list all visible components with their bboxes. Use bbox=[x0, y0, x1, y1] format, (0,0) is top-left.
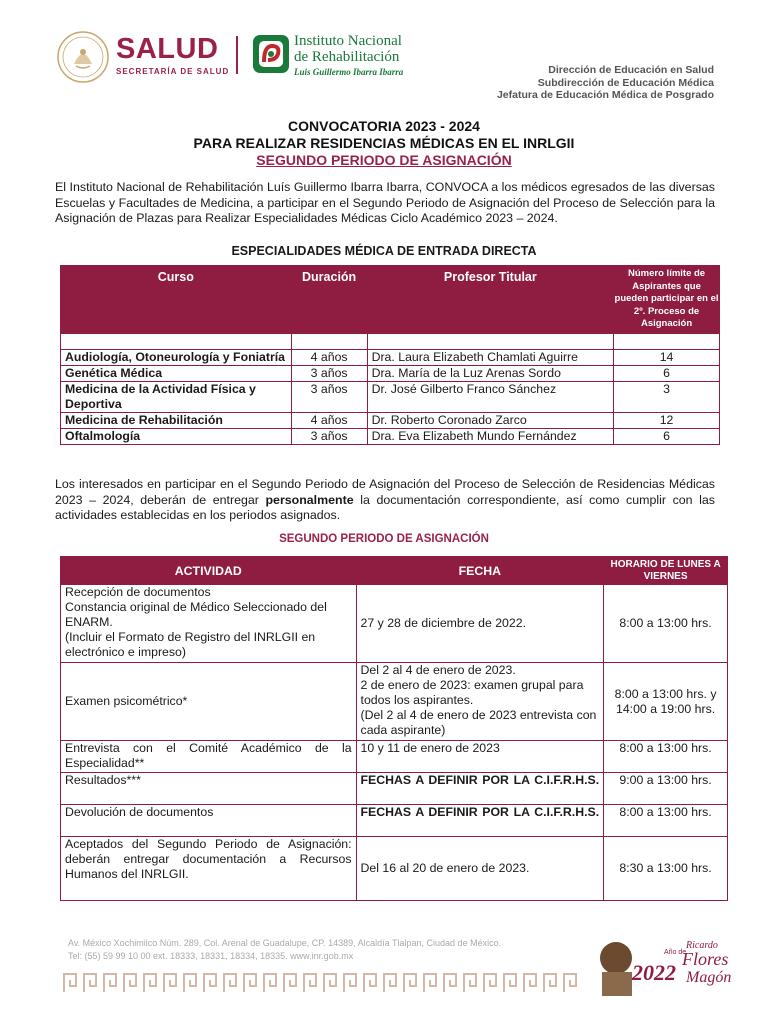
limit-cell: 3 bbox=[614, 382, 720, 413]
limit-cell: 14 bbox=[614, 350, 720, 366]
activity-cell: Aceptados del Segundo Periodo de Asignación: deberán entregar documentación a Recursos Humanos del INRLGII. bbox=[61, 837, 357, 901]
table-row bbox=[61, 805, 728, 837]
col-header-fecha: FECHA bbox=[356, 557, 604, 585]
col-header-limite: Número límite de Aspirantes que pueden participar en el 2º. Proceso de Asignación bbox=[614, 266, 720, 334]
professor-cell: Dra. María de la Luz Arenas Sordo bbox=[367, 366, 614, 382]
dept-line-3: Jefatura de Educación Médica de Posgrado bbox=[496, 89, 714, 101]
activity-cell: Devolución de documentos bbox=[61, 805, 357, 837]
date-cell: FECHAS A DEFINIR POR LA C.I.F.R.H.S. bbox=[356, 773, 604, 805]
course-cell: Medicina de Rehabilitación bbox=[61, 413, 292, 429]
inr-line-3: Luis Guillermo Ibarra Ibarra bbox=[294, 67, 404, 77]
assignment-heading: SEGUNDO PERIODO DE ASIGNACIÓN bbox=[279, 533, 489, 545]
badge-year: 2022 bbox=[632, 960, 676, 985]
date-cell: FECHAS A DEFINIR POR LA C.I.F.R.H.S. bbox=[356, 805, 604, 837]
professor-cell: Dra. Eva Elizabeth Mundo Fernández bbox=[367, 429, 614, 445]
dept-line-1: Dirección de Educación en Salud bbox=[548, 64, 714, 76]
table-row bbox=[61, 663, 728, 741]
course-cell: Oftalmología bbox=[61, 429, 292, 445]
duration-cell: 3 años bbox=[291, 382, 367, 413]
badge-name-2: Flores bbox=[682, 949, 729, 969]
col-header-profesor: Profesor Titular bbox=[367, 266, 614, 334]
col-header-curso: Curso bbox=[61, 266, 292, 334]
inr-name bbox=[294, 33, 403, 77]
footer-line-2: Tel: (55) 59 99 10 00 ext. 18333, 18331, 18334, 18335. www.inr.gob.mx bbox=[68, 951, 354, 961]
inr-line-1: Instituto Nacional bbox=[294, 33, 402, 49]
col-header-horario: HORARIO DE LUNES A VIERNES bbox=[604, 557, 728, 585]
course-cell: Audiología, Otoneurología y Foniatría bbox=[61, 350, 292, 366]
badge-anio: Año de bbox=[664, 949, 687, 956]
date-cell: Del 2 al 4 de enero de 2023. 2 de enero de 2023: examen grupal para todos los aspirantes. (Del 2 al 4 de enero de 2023 entrevista con cada aspirante) bbox=[356, 663, 604, 741]
time-cell: 8:00 a 13:00 hrs. bbox=[604, 805, 728, 837]
activity-cell: Resultados*** bbox=[61, 773, 357, 805]
table-spacer-row bbox=[61, 334, 720, 350]
table-row bbox=[61, 413, 720, 429]
table-row bbox=[61, 773, 728, 805]
inr-line-2: de Rehabilitación bbox=[294, 49, 400, 65]
activity-cell: Entrevista con el Comité Académico de la Especialidad** bbox=[61, 741, 357, 773]
duration-cell: 3 años bbox=[291, 429, 367, 445]
instructions-emphasis: personalmente bbox=[265, 492, 354, 507]
time-cell: 8:00 a 13:00 hrs. y 14:00 a 19:00 hrs. bbox=[604, 663, 728, 741]
table-row bbox=[61, 585, 728, 663]
date-cell: 27 y 28 de diciembre de 2022. bbox=[356, 585, 604, 663]
title-line-1: CONVOCATORIA 2023 - 2024 bbox=[288, 118, 480, 134]
dept-line-2: Subdirección de Educación Médica bbox=[537, 76, 714, 89]
professor-cell: Dr. José Gilberto Franco Sánchez bbox=[367, 382, 614, 413]
table-row bbox=[61, 741, 728, 773]
limit-cell: 12 bbox=[614, 413, 720, 429]
salud-wordmark: SALUD bbox=[116, 33, 219, 65]
department-block bbox=[497, 64, 714, 102]
time-cell: 9:00 a 13:00 hrs. bbox=[604, 773, 728, 805]
duration-cell: 4 años bbox=[291, 413, 367, 429]
ricardo-flores-magon-badge-icon bbox=[594, 932, 732, 1002]
activities-table bbox=[60, 556, 728, 901]
duration-cell: 4 años bbox=[291, 350, 367, 366]
salud-logo bbox=[116, 34, 229, 76]
activity-cell: Examen psicométrico* bbox=[61, 663, 357, 741]
table-header-row bbox=[61, 557, 728, 585]
table-row bbox=[61, 837, 728, 901]
professor-cell: Dr. Roberto Coronado Zarco bbox=[367, 413, 614, 429]
date-cell: 10 y 11 de enero de 2023 bbox=[356, 741, 604, 773]
mexico-coat-of-arms-icon bbox=[56, 30, 110, 84]
limit-cell: 6 bbox=[614, 366, 720, 382]
salud-subtitle: SECRETARÍA DE SALUD bbox=[116, 67, 230, 76]
time-cell: 8:30 a 13:00 hrs. bbox=[604, 837, 728, 901]
logo-divider bbox=[236, 36, 238, 74]
intro-paragraph: El Instituto Nacional de Rehabilitación Luís Guillermo Ibarra Ibarra, CONVOCA a los médicos egresados de las diversas Escuelas y Facultades de Medicina, a participar en el Segundo Periodo de Asignación del Proceso de Selección para la Asignación de Plazas para Realizar Especialidades Médicas Ciclo Académico 2023 – 2024. bbox=[55, 180, 715, 225]
decorative-pattern-band bbox=[62, 968, 582, 996]
duration-cell: 3 años bbox=[291, 366, 367, 382]
date-cell: Del 16 al 20 de enero de 2023. bbox=[356, 837, 604, 901]
time-cell: 8:00 a 13:00 hrs. bbox=[604, 741, 728, 773]
course-cell: Genética Médica bbox=[61, 366, 292, 382]
table-row bbox=[61, 366, 720, 382]
instructions-text-2: la documentación correspondiente, así como cumplir con las actividades establecidas en los periodos asignados. bbox=[55, 492, 715, 522]
footer-address bbox=[68, 937, 501, 963]
col-header-duracion: Duración bbox=[291, 266, 367, 334]
specialties-heading: ESPECIALIDADES MÉDICA DE ENTRADA DIRECTA bbox=[231, 244, 537, 258]
table-row bbox=[61, 350, 720, 366]
activity-cell: Recepción de documentos Constancia original de Médico Seleccionado del ENARM. (Incluir el Formato de Registro del INRLGII en electrónico e impreso) bbox=[61, 585, 357, 663]
table-header-row bbox=[61, 266, 720, 334]
page-header bbox=[0, 0, 768, 110]
title-line-3: SEGUNDO PERIODO DE ASIGNACIÓN bbox=[256, 152, 512, 168]
table-row bbox=[61, 429, 720, 445]
instructions-text-1: Los interesados en participar en el Segundo Periodo de Asignación del Proceso de Selección de Residencias Médicas 2023 – 2024, deberán de entregar bbox=[55, 477, 715, 507]
col-header-actividad: ACTIVIDAD bbox=[61, 557, 357, 585]
professor-cell: Dra. Laura Elizabeth Chamlati Aguirre bbox=[367, 350, 614, 366]
limit-cell: 6 bbox=[614, 429, 720, 445]
instructions-paragraph bbox=[55, 477, 715, 524]
specialties-table bbox=[60, 265, 720, 445]
document-title bbox=[0, 118, 768, 169]
badge-name-3: Magón bbox=[686, 969, 732, 986]
time-cell: 8:00 a 13:00 hrs. bbox=[604, 585, 728, 663]
table-row bbox=[61, 382, 720, 413]
inr-logo-icon bbox=[252, 34, 290, 74]
title-line-2: PARA REALIZAR RESIDENCIAS MÉDICAS EN EL INRLGII bbox=[193, 135, 575, 151]
course-cell: Medicina de la Actividad Física y Deportiva bbox=[61, 382, 292, 413]
badge-name-1: Ricardo bbox=[686, 940, 718, 951]
footer-line-1: Av. México Xochimilco Núm. 289, Col. Arenal de Guadalupe, CP. 14389, Alcaldía Tlalpan, Ciudad de México. bbox=[68, 938, 502, 948]
